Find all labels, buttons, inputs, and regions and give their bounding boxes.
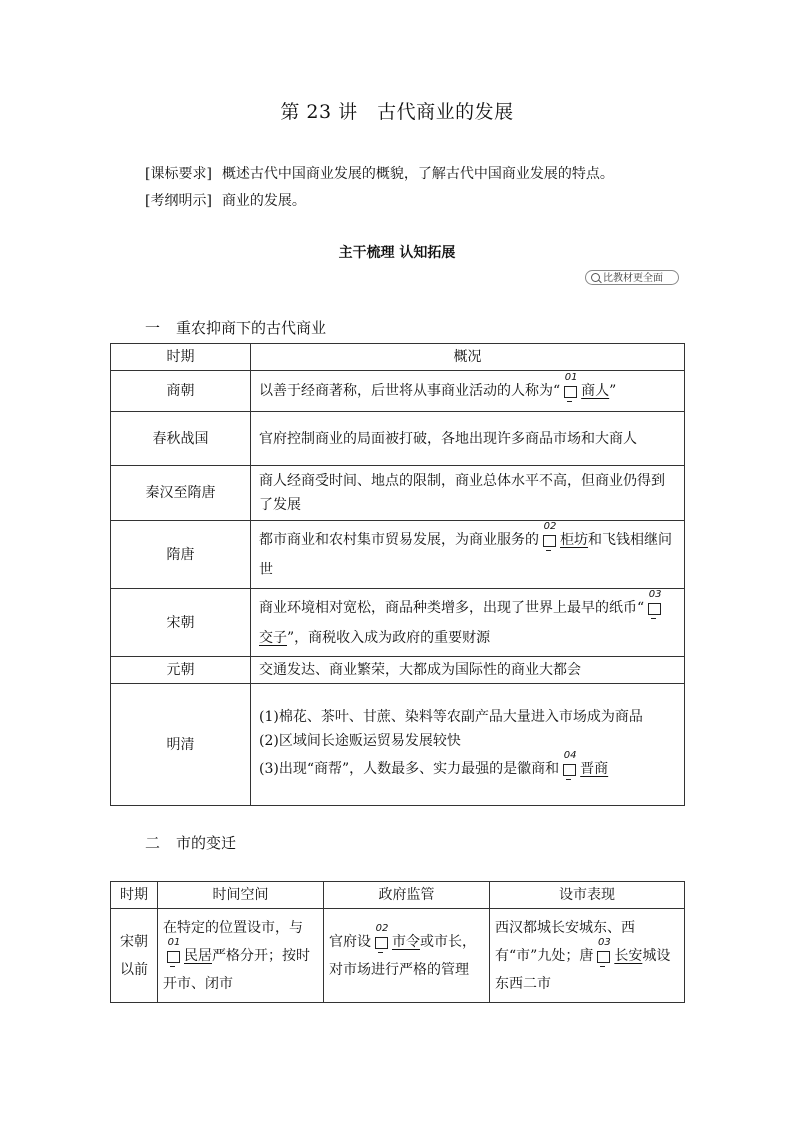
- overview-cell: [251, 684, 685, 806]
- header-cell: 时间空间: [158, 882, 324, 909]
- blank-number: 03: [648, 588, 662, 600]
- part1-number: 一: [145, 319, 161, 337]
- answer-text: 长安: [614, 947, 643, 964]
- blank-marker: [596, 936, 612, 964]
- part2-number: 二: [145, 834, 161, 852]
- overview-line: [259, 749, 676, 785]
- text-segment: 西汉都城长安城东、西有“市”九处；唐: [495, 919, 635, 964]
- space-cell: [158, 909, 324, 1003]
- search-icon: [591, 273, 600, 282]
- part2-title: 市的变迁: [176, 834, 237, 852]
- text-segment: 或市长，对市场进行严格的管理: [329, 933, 476, 978]
- header-cell: 时期: [111, 882, 158, 909]
- table-row: [111, 371, 685, 412]
- text-segment: 在特定的位置设市，与: [163, 919, 303, 936]
- table-row: [111, 589, 685, 657]
- market-table: [110, 881, 685, 1003]
- overview-cell: [251, 521, 685, 589]
- requirement-tag: [考纲明示]: [145, 193, 212, 209]
- pill-label: 比教材更全面: [603, 273, 663, 284]
- commerce-table: [110, 343, 685, 806]
- period-cell: 明清: [111, 684, 251, 806]
- period-cell: 宋朝以前: [111, 909, 158, 1003]
- overview-cell: [251, 589, 685, 657]
- text-segment: 和飞钱相继问世: [259, 531, 672, 578]
- blank-marker: [562, 749, 578, 777]
- answer-text: 市令: [392, 933, 420, 950]
- comparison-pill: [585, 270, 679, 285]
- text-segment: ”: [609, 383, 617, 399]
- page-title: 第 23 讲 古代商业的发展: [280, 101, 514, 123]
- requirement-text: 商业的发展。: [221, 193, 306, 209]
- period-cell: 商朝: [111, 371, 251, 412]
- blank-marker: [542, 520, 558, 548]
- blank-marker: [563, 372, 579, 399]
- period-cell: 元朝: [111, 657, 251, 684]
- overview-cell: 官府控制商业的局面被打破，各地出现许多商品市场和大商人: [251, 412, 685, 466]
- text-segment: 都市商业和农村集市贸易发展，为商业服务的: [259, 531, 539, 548]
- blank-number: 01: [167, 936, 181, 948]
- overview-line: (2)区域间长途贩运贸易发展较快: [259, 732, 461, 749]
- period-cell: 秦汉至隋唐: [111, 466, 251, 521]
- header-cell: 政府监管: [324, 882, 490, 909]
- requirement-outline: [145, 190, 306, 212]
- overview-cell: 商人经商受时间、地点的限制，商业总体水平不高，但商业仍得到了发展: [251, 466, 685, 521]
- blank-number: 04: [563, 749, 577, 761]
- section-title: 主干梳理 认知拓展: [338, 245, 456, 261]
- table-header-row: [111, 882, 685, 909]
- answer-text: 晋商: [580, 760, 609, 777]
- requirement-standard: [145, 163, 614, 185]
- blank-number: 01: [564, 372, 578, 383]
- answer-text: 商人: [581, 383, 610, 399]
- period-cell: 春秋战国: [111, 412, 251, 466]
- market-cell: [490, 909, 685, 1003]
- table-header-row: [111, 344, 685, 371]
- requirement-tag: [课标要求]: [145, 166, 212, 182]
- part1-title: 重农抑商下的古代商业: [176, 319, 327, 337]
- text-segment: 严格分开；按时开市、闭市: [163, 947, 310, 992]
- blank-number: 02: [375, 922, 389, 934]
- table-row: [111, 657, 685, 684]
- answer-text: 柜坊: [560, 531, 588, 548]
- table-row: [111, 466, 685, 521]
- table-row: [111, 521, 685, 589]
- blank-marker: [166, 936, 182, 964]
- header-period: 时期: [111, 344, 251, 371]
- overview-cell: 交通发达、商业繁荣，大都成为国际性的商业大都会: [251, 657, 685, 684]
- blank-number: 03: [597, 936, 611, 948]
- table-row: [111, 684, 685, 806]
- part2-heading: [145, 832, 236, 853]
- text-segment: 官府设: [329, 933, 371, 950]
- table-row: [111, 909, 685, 1003]
- blank-marker: [374, 922, 390, 950]
- header-overview: 概况: [251, 344, 685, 371]
- overview-cell: [251, 371, 685, 412]
- answer-text: 交子: [259, 629, 287, 646]
- text-segment: 商业环境相对宽松，商品种类增多，出现了世界上最早的纸币“: [259, 599, 645, 616]
- blank-marker: [647, 588, 663, 616]
- part1-heading: [145, 317, 326, 338]
- text-segment: 以善于经商著称，后世将从事商业活动的人称为“: [259, 383, 561, 399]
- period-cell: 隋唐: [111, 521, 251, 589]
- text-segment: ”，商税收入成为政府的重要财源: [287, 629, 491, 646]
- blank-number: 02: [543, 520, 557, 532]
- overview-line: (1)棉花、茶叶、甘蔗、染料等农副产品大量进入市场成为商品: [259, 708, 643, 725]
- table-row: [111, 412, 685, 466]
- header-cell: 设市表现: [490, 882, 685, 909]
- requirement-text: 概述古代中国商业发展的概貌，了解古代中国商业发展的特点。: [221, 166, 614, 182]
- answer-text: 民居: [184, 947, 212, 964]
- gov-cell: [324, 909, 490, 1003]
- text-segment: (3)出现“商帮”，人数最多、实力最强的是徽商和: [259, 760, 560, 777]
- text-segment: 城设东西二市: [495, 947, 671, 992]
- period-cell: 宋朝: [111, 589, 251, 657]
